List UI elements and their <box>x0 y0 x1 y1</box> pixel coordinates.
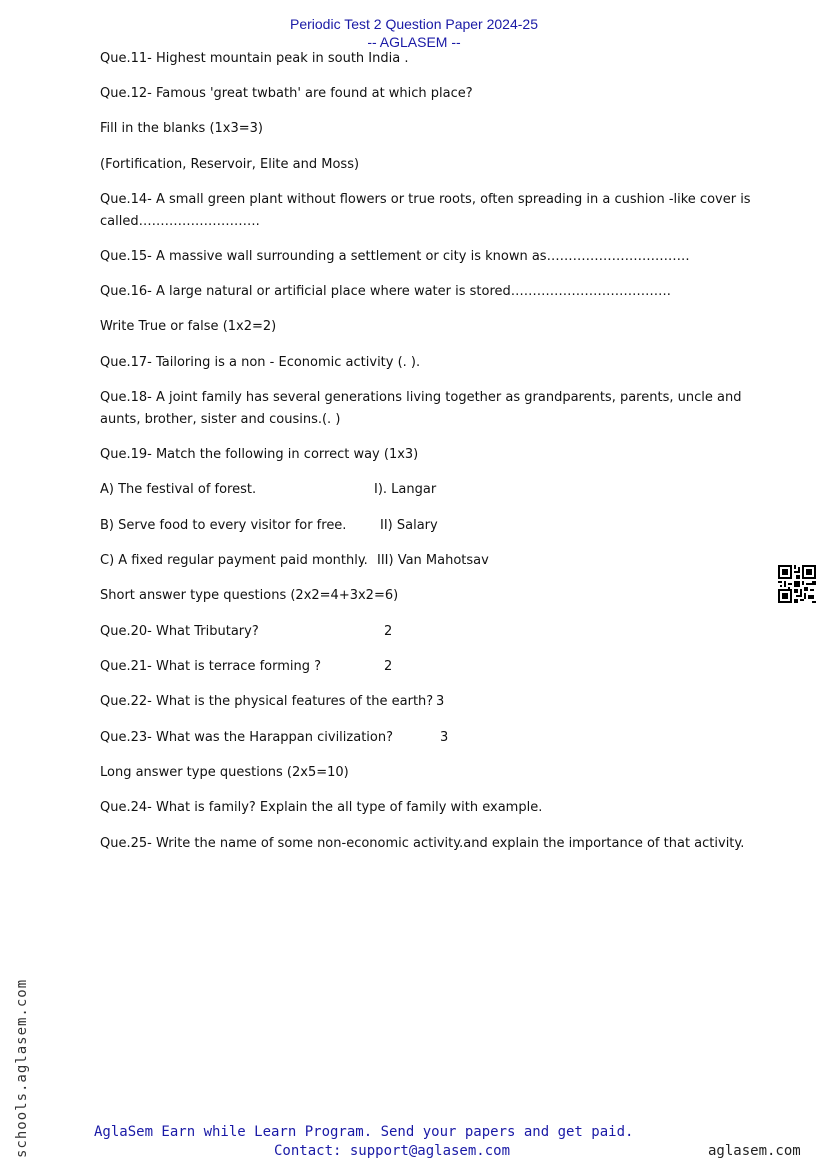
match-row <box>100 550 489 572</box>
question-text: Que.22- What is the physical features of the earth? <box>100 694 434 709</box>
fill-blanks-heading: Fill in the blanks (1x3=3) <box>100 121 263 136</box>
match-right: III) Van Mahotsav <box>377 553 489 568</box>
match-right: I). Langar <box>374 482 437 497</box>
question-14: Que.14- A small green plant without flowers or true roots, often spreading in a cushion -like cover is called………………………. <box>100 192 751 229</box>
question-16: Que.16- A large natural or artificial place where water is stored………………………………. <box>100 284 671 299</box>
match-row <box>100 479 437 501</box>
question-text: Que.20- What Tributary? <box>100 624 259 639</box>
paper-subtitle: -- AGLASEM -- <box>367 34 461 50</box>
question-marks: 2 <box>384 624 393 639</box>
match-right: II) Salary <box>380 518 438 533</box>
question-20 <box>100 621 393 643</box>
question-marks: 2 <box>384 659 393 674</box>
question-11: Que.11- Highest mountain peak in south India . <box>100 51 409 66</box>
qr-code-icon[interactable] <box>778 565 816 603</box>
match-left: C) A fixed regular payment paid monthly. <box>100 553 368 568</box>
short-answer-heading: Short answer type questions (2x2=4+3x2=6) <box>100 588 399 603</box>
question-17: Que.17- Tailoring is a non - Economic activity (. ). <box>100 355 421 370</box>
question-25: Que.25- Write the name of some non-economic activity.and explain the importance of that activity. <box>100 836 745 851</box>
footer-brand[interactable]: aglasem.com <box>708 1143 801 1159</box>
question-19: Que.19- Match the following in correct way (1x3) <box>100 447 419 462</box>
question-15: Que.15- A massive wall surrounding a settlement or city is known as…………………………… <box>100 249 690 264</box>
match-left: B) Serve food to every visitor for free. <box>100 518 347 533</box>
long-answer-heading: Long answer type questions (2x5=10) <box>100 765 349 780</box>
footer-contact[interactable]: Contact: support@aglasem.com <box>274 1143 511 1159</box>
question-18: Que.18- A joint family has several generations living together as grandparents, parents, uncle and aunts, brother, sister and cousins.(. ) <box>100 390 742 427</box>
match-row <box>100 515 438 537</box>
question-23 <box>100 727 449 749</box>
question-marks: 3 <box>440 730 449 745</box>
question-22 <box>100 691 445 713</box>
side-url[interactable]: schools.aglasem.com <box>14 978 30 1158</box>
match-left: A) The festival of forest. <box>100 482 257 497</box>
question-24: Que.24- What is family? Explain the all type of family with example. <box>100 800 543 815</box>
true-false-heading: Write True or false (1x2=2) <box>100 319 277 334</box>
question-21 <box>100 656 393 678</box>
question-text: Que.21- What is terrace forming ? <box>100 659 322 674</box>
footer-promo: AglaSem Earn while Learn Program. Send your papers and get paid. <box>94 1124 634 1140</box>
question-marks: 3 <box>436 694 445 709</box>
question-12: Que.12- Famous 'great twbath' are found at which place? <box>100 86 473 101</box>
question-text: Que.23- What was the Harappan civilization? <box>100 730 394 745</box>
paper-title: Periodic Test 2 Question Paper 2024-25 <box>289 16 538 32</box>
fill-blanks-options: (Fortification, Reservoir, Elite and Moss) <box>100 157 360 172</box>
